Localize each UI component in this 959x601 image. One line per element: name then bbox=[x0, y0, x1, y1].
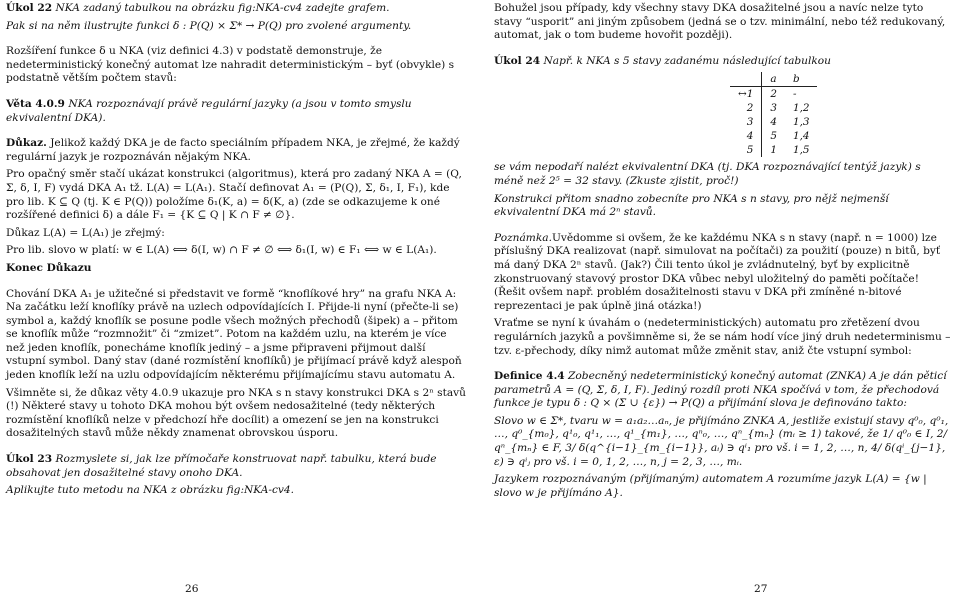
task-23-text: Rozmyslete si, jak lze přímočaře konstruovat např. tabulku, která bude obsahovat jen dosažitelné stavy onoho DKA. bbox=[6, 453, 437, 479]
end-of-proof bbox=[6, 262, 467, 276]
table-cell-a: 5 bbox=[770, 130, 777, 143]
table-row bbox=[730, 87, 817, 102]
page-number-left: 26 bbox=[185, 583, 199, 595]
table-cell-a: 4 bbox=[770, 116, 777, 129]
table-header-b: b bbox=[785, 72, 818, 87]
table-cell-a: 1 bbox=[770, 144, 777, 157]
acceptance-definition: Slovo w ∈ Σ*, tvaru w = a₁a₂…aₙ, je přijímáno ZNKA A, jestliže existují stavy q⁰₀, q⁰₁, …, q⁰_{m₀}, q¹₀, q¹₁, …, q¹_{m₁}, …, qⁿ₀, …, qⁿ_{mₙ} (mᵢ ≥ 1) takové, že 1/ q⁰₀ ∈ I, 2/ qⁿ_{mₙ} ∈ F, 3/ δ(q^{i−1}_{m_{i−1}}, aᵢ) ∋ qⁱ₁ pro vš. i = 1, 2, …, n, 4/ δ(qⁱ_{j−1}, ε) ∋ qⁱⱼ pro vš. i = 0, 1, 2, …, n, j = 2, 3, …, mᵢ. bbox=[494, 414, 949, 468]
proof-text: Jelikož každý DKA je de facto speciálním případem NKA, je zřejmé, že každý regulární jazyk je rozpoznáván nějakým NKA. bbox=[6, 137, 460, 163]
definition-label: Definice 4.4 bbox=[494, 370, 565, 383]
proof-equivalence: Pro lib. slovo w platí: w ∈ L(A) ⟺ δ(I, w) ∩ F ≠ ∅ ⟺ δ₁(I, w) ∈ F₁ ⟺ w ∈ L(A₁). bbox=[6, 244, 437, 257]
language-definition: Jazykem rozpoznávaným (přijímaným) automatem A rozumíme jazyk L(A) = {w | slovo w je přijímáno A}. bbox=[494, 473, 927, 499]
task-22-label: Úkol 22 bbox=[6, 2, 53, 14]
table-header-state bbox=[730, 72, 762, 87]
table-cell-b: 1,2 bbox=[792, 102, 810, 115]
theorem-label: Věta 4.0.9 bbox=[6, 97, 65, 110]
exponential-note-paragraph: Všimněte si, že důkaz věty 4.0.9 ukazuje pro NKA s n stavy konstrukci DKA s 2ⁿ stavů (!) Některé stavy u tohoto DKA mohou být ovšem nedosažitelné (tedy některých rozmístění knoflíků nelze v předchozí hře docílit) a omezení se jen na konstrukci dosažitelných stavů může někdy znamenat obrovskou úsporu. bbox=[6, 386, 466, 440]
table-cell-b: - bbox=[792, 88, 797, 101]
minimal-automaton-paragraph: Bohužel jsou případy, kdy všechny stavy DKA dosažitelné jsou a navíc nelze tyto stavy “usporit” ani jiným způsobem (jedná se o tzv. minimální, nebo též redukovaný, automat, jak o tom budeme hovořit později). bbox=[494, 2, 946, 42]
remark-paragraph bbox=[494, 232, 953, 314]
definition-text: Zobecněný nedeterministický konečný automat (ZNKA) A je dán pěticí parametrů A = (Q, Σ, δ, I, F). Jediný rozdíl proti NKA spočívá v tom, že přechodová funkce je typu δ : Q × (Σ ∪ {ε}) → P(Q) a přijímání slova je definováno takto: bbox=[494, 370, 947, 410]
remark-label: Poznámka. bbox=[494, 231, 552, 244]
table-cell-state: 5 bbox=[730, 143, 762, 157]
table-cell-a: 2 bbox=[770, 88, 777, 101]
remark-text: Uvědomme si ovšem, že ke každému NKA s n stavy (např. n = 1000) lze příslušný DKA realizovat (např. simulovat na počítači) za použití (pouze) n bitů, byť má daný DKA 2ⁿ stavů. (Jak?) Čili tento úkol je zvládnutelný, byť by explicitně zkonstruovaný stavový prostor DKA vůbec nebyl uložitelný do paměti počítače! (Řešit ovšem např. problém dosažitelnosti stavu v DKA při zmíněné n-bitové reprezentaci je pak úplně jiná otázka!) bbox=[494, 231, 941, 312]
task-23-continuation: Aplikujte tuto metodu na NKA z obrázku fig:NKA-cv4. bbox=[6, 484, 295, 497]
table-row bbox=[730, 115, 817, 129]
task-24-text: Např. k NKA s 5 stavy zadanému následující tabulkou bbox=[543, 54, 832, 67]
theorem-text: NKA rozpoznávají právě regulární jazyky (a jsou v tomto smyslu ekvivalentní DKA). bbox=[6, 97, 412, 124]
definition-4-4 bbox=[494, 370, 953, 411]
table-cell-state: 4 bbox=[730, 129, 762, 143]
table-cell-b: 1,4 bbox=[792, 130, 810, 143]
epsilon-intro-paragraph: Vraťme se nyní k úvahám o (nedeterministických) automatu pro zřetězení dvou regulárních jazyků a povšimněme si, že se nám hodí více jiný druh nedeterminismu – tzv. ε-přechody, díky nimž automat může změnit stav, aniž čte vstupní symbol: bbox=[494, 317, 951, 357]
extension-paragraph: Rozšíření funkce δ u NKA (viz definici 4.3) v podstatě demonstruje, že nedeterministický konečný automat lze nahradit deterministickým – byť (obvykle) s podstatně větším počtem stavů: bbox=[6, 45, 455, 85]
no-smaller-dka-paragraph: se vám nepodaří nalézt ekvivalentní DKA (tj. DKA rozpoznávající tentýž jazyk) s méně než 2⁵ = 32 stavy. (Zkuste zjistit, proč!) bbox=[494, 161, 921, 187]
proof-paragraph bbox=[6, 137, 467, 164]
table-row bbox=[730, 101, 817, 115]
proof-label: Důkaz. bbox=[6, 137, 47, 150]
task-23-paragraph bbox=[6, 453, 467, 480]
generalization-paragraph: Konstrukci přitom snadno zobecníte pro NKA s n stavy, pro nějž nejmenší ekvivalentní DKA má 2ⁿ stavů. bbox=[494, 192, 889, 219]
table-cell-a: 3 bbox=[770, 102, 777, 115]
left-page bbox=[0, 0, 475, 601]
table-row bbox=[730, 129, 817, 143]
task-23-label: Úkol 23 bbox=[6, 453, 53, 466]
task-24-label: Úkol 24 bbox=[494, 54, 541, 67]
table-row bbox=[730, 143, 817, 157]
table-cell-b: 1,5 bbox=[792, 144, 810, 157]
task-22-text: NKA zadaný tabulkou na obrázku fig:NKA-cv4 zadejte grafem. bbox=[55, 2, 390, 14]
button-game-paragraph: Chování DKA A₁ je užitečné si představit ve formě “knoflíkové hry” na grafu NKA A: Na začátku leží knoflíky právě na uzlech odpovídajících I. Přijde-li nyní (přečte-li se) symbol a, každý knoflík se posune podle všech možných přechodů (šipek) a – přitom se knoflík může “rozmnožit” či “zmizet”. Potom na každém uzlu, na kterém je více než jeden knoflík, ponecháme knoflík jediný – a jsme připraveni přijmout další vstupní symbol. Daný stav (dané rozmístění knoflíků) je přijímací právě když alespoň jeden knoflík leží na uzlu odpovídajícím některému přijímajícímu stavu automatu A. bbox=[6, 287, 462, 382]
table-cell-state: ↔1 bbox=[730, 87, 762, 102]
page-number-right: 27 bbox=[754, 583, 768, 595]
theorem-4-0-9 bbox=[6, 98, 467, 125]
table-cell-state: 2 bbox=[730, 101, 762, 115]
transition-table-header bbox=[730, 72, 817, 87]
proof-obvious: Důkaz L(A) = L(A₁) je zřejmý: bbox=[6, 226, 165, 239]
table-cell-state: 3 bbox=[730, 115, 762, 129]
table-cell-b: 1,3 bbox=[792, 116, 810, 129]
task-22-paragraph bbox=[6, 2, 467, 16]
end-of-proof-label: Konec Důkazu bbox=[6, 261, 92, 274]
transition-table bbox=[730, 72, 817, 157]
construction-paragraph: Pro opačný směr stačí ukázat konstrukci (algoritmus), která pro zadaný NKA A = (Q, Σ, δ, I, F) vydá DKA A₁ tž. L(A) = L(A₁). Stačí definovat A₁ = (P(Q), Σ, δ₁, I, F₁), kde pro lib. K ⊆ Q (tj. K ∈ P(Q)) položíme δ₁(K, a) = δ(K, a) (zde se odkazujeme k oné rozšířené definici δ) a dále F₁ = {K ⊆ Q | K ∩ F ≠ ∅}. bbox=[6, 168, 462, 222]
table-header-a: a bbox=[762, 72, 785, 87]
task-24-paragraph bbox=[494, 55, 953, 69]
task-22-continuation: Pak si na něm ilustrujte funkci δ : P(Q) × Σ* → P(Q) pro zvolené argumenty. bbox=[6, 19, 412, 32]
right-page bbox=[488, 0, 959, 601]
